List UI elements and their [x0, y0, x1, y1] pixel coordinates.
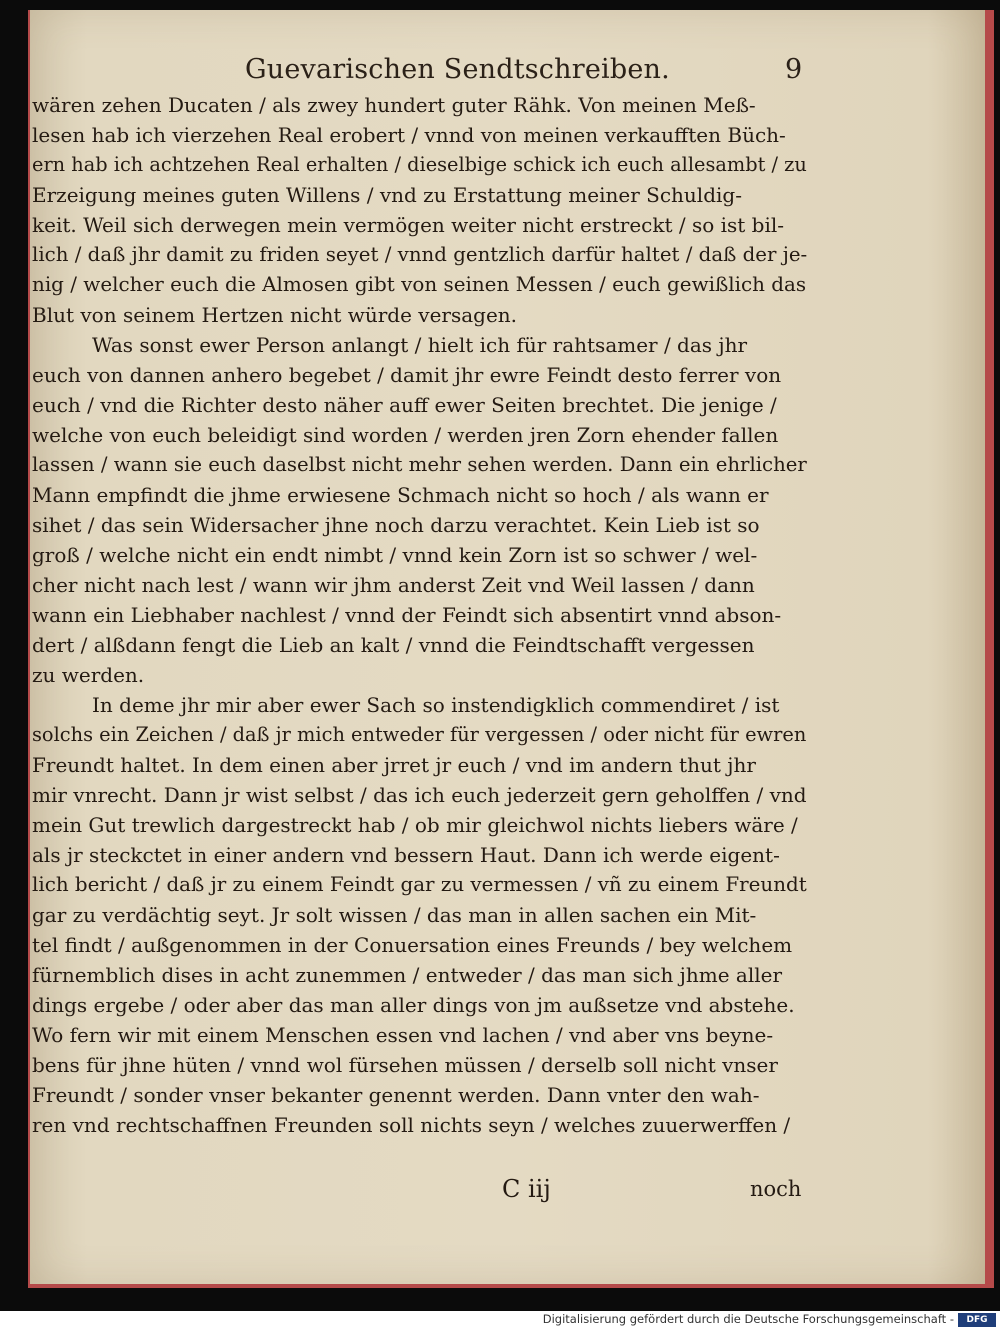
text-line: mir vnrecht. Dann jr wist selbst / das ich euch jederzeit gern geholffen / vnd — [32, 783, 807, 807]
text-line: Freundt haltet. In dem einen aber jrret jr euch / vnd im andern thut jhr — [32, 753, 756, 777]
text-line: ern hab ich achtzehen Real erhalten / dieselbige schick ich euch allesambt / zu — [32, 153, 807, 176]
text-line: lich bericht / daß jr zu einem Feindt gar zu vermessen / vñ zu einem Freundt — [32, 873, 807, 896]
book-page — [30, 10, 985, 1284]
page-footer — [30, 1175, 985, 1215]
text-line: Freundt / sonder vnser bekanter genennt werden. Dann vnter den wah- — [32, 1083, 760, 1107]
credit-text: Digitalisierung gefördert durch die Deutsche Forschungsgemeinschaft - — [542, 1312, 954, 1326]
catchword: noch — [750, 1177, 802, 1201]
text-line: lich / daß jhr damit zu friden seyet / vnnd gentzlich darfür haltet / daß der je- — [32, 243, 807, 266]
text-line: Erzeigung meines guten Willens / vnd zu Erstattung meiner Schuldig- — [32, 183, 742, 207]
signature-mark: C iij — [502, 1175, 551, 1203]
text-line: lassen / wann sie euch daselbst nicht mehr sehen werden. Dann ein ehrlicher — [32, 453, 807, 476]
running-head-title: Guevarischen Sendtschreiben. — [245, 54, 670, 85]
text-line: cher nicht nach lest / wann wir jhm anderst Zeit vnd Weil lassen / dann — [32, 573, 755, 597]
text-line: Was sonst ewer Person anlangt / hielt ich für rahtsamer / das jhr — [92, 333, 748, 357]
credit-bar — [0, 1311, 1000, 1329]
text-line: bens für jhne hüten / vnnd wol fürsehen müssen / derselb soll nicht vnser — [32, 1053, 778, 1077]
text-line: Blut von seinem Hertzen nicht würde versagen. — [32, 303, 518, 327]
text-line: tel findt / außgenommen in der Conuersation eines Freunds / bey welchem — [32, 933, 793, 957]
text-line: euch / vnd die Richter desto näher auff ewer Seiten brechtet. Die jenige / — [32, 393, 777, 417]
text-line: dert / alßdann fengt die Lieb an kalt / vnnd die Feindtschafft vergessen — [32, 633, 755, 657]
text-line: ren vnd rechtschaffnen Freunden soll nichts seyn / welches zuuerwerffen / — [32, 1113, 791, 1137]
text-line: fürnemblich dises in acht zunemmen / entweder / das man sich jhme aller — [32, 963, 783, 987]
text-line: nig / welcher euch die Almosen gibt von seinen Messen / euch gewißlich das — [32, 273, 807, 296]
text-line: solchs ein Zeichen / daß jr mich entweder für vergessen / oder nicht für ewren — [32, 723, 807, 746]
body-text — [32, 90, 807, 1140]
text-line: dings ergebe / oder aber das man aller dings von jm außsetze vnd abstehe. — [32, 993, 795, 1017]
text-line: Wo fern wir mit einem Menschen essen vnd lachen / vnd aber vns beyne- — [32, 1023, 774, 1047]
text-line: welche von euch beleidigt sind worden / werden jren Zorn ehender fallen — [32, 423, 779, 447]
text-line: zu werden. — [32, 663, 145, 687]
text-line: mein Gut trewlich dargestreckt hab / ob mir gleichwol nichts liebers wäre / — [32, 813, 798, 837]
dfg-logo: DFG — [958, 1313, 996, 1327]
text-line: lesen hab ich vierzehen Real erobert / vnnd von meinen verkaufften Büch- — [32, 123, 786, 147]
text-line: wären zehen Ducaten / als zwey hundert guter Rähk. Von meinen Meß- — [32, 93, 756, 117]
text-line: euch von dannen anhero begebet / damit jhr ewre Feindt desto ferrer von — [32, 363, 782, 387]
text-line: groß / welche nicht ein endt nimbt / vnnd kein Zorn ist so schwer / wel- — [32, 543, 758, 567]
text-line: sihet / das sein Widersacher jhne noch darzu verachtet. Kein Lieb ist so — [32, 513, 760, 537]
running-head — [30, 52, 985, 92]
text-line: Mann empfindt die jhme erwiesene Schmach nicht so hoch / als wann er — [32, 483, 769, 507]
text-line: als jr steckctet in einer andern vnd bessern Haut. Dann ich werde eigent- — [32, 843, 780, 867]
page-number: 9 — [785, 54, 803, 85]
text-line: In deme jhr mir aber ewer Sach so instendigklich commendiret / ist — [92, 693, 780, 717]
text-line: gar zu verdächtig seyt. Jr solt wissen / das man in allen sachen ein Mit- — [32, 903, 757, 927]
text-line: keit. Weil sich derwegen mein vermögen weiter nicht erstreckt / so ist bil- — [32, 213, 785, 237]
text-line: wann ein Liebhaber nachlest / vnnd der Feindt sich absentirt vnnd abson- — [32, 603, 782, 627]
